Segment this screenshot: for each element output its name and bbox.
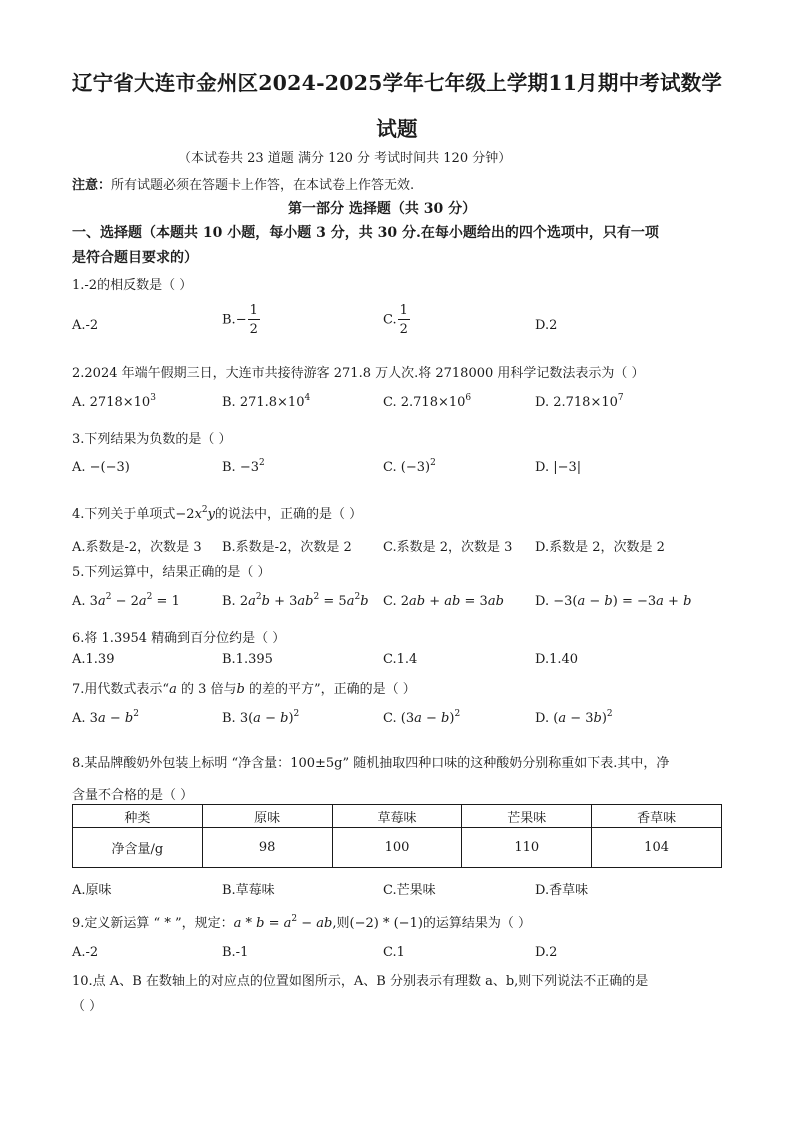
q1-option-d: D.2 [535,318,558,333]
title-line-2: 试题 [376,117,418,141]
note-text: 所有试题必须在答题卡上作答，在本试卷上作答无效. [111,178,415,193]
q3-stem: 3.下列结果为负数的是（ ） [72,432,232,447]
table-header-cell: 草莓味 [332,805,462,828]
q4-option-b: B.系数是-2，次数是 2 [222,540,352,555]
q5-option-d: D. −3(a − b) = −3a + b [535,594,692,609]
q6-option-c: C.1.4 [383,652,418,667]
q2-option-b: B. $271.8\times 10^4$ [222,393,311,410]
q9-expression: (−2) * (−1) [349,916,423,931]
q5-option-c: C. 2ab + ab = 3ab [383,594,504,609]
q7-option-a: A. $3a - b^2$ [72,709,139,726]
q4-option-c: C.系数是 2，次数是 3 [383,540,513,555]
q1-option-a: A.-2 [72,318,99,333]
q8-option-b: B.草莓味 [222,883,275,898]
q4-option-a: A.系数是-2，次数是 3 [72,540,202,555]
q6-option-a: A.1.39 [72,652,115,667]
q3-option-a: A. −(−3) [72,460,130,475]
q2-option-c: C. $2.718\times 10^6$ [383,393,472,410]
exam-info: （本试卷共 23 道题 满分 120 分 考试时间共 120 分钟） [178,151,512,166]
q3-option-b: B. $-3^2$ [222,458,265,475]
q6-option-d: D.1.40 [535,652,579,667]
q9-option-c: C.1 [383,945,405,960]
q1-option-c: C. $\frac{1}{2}$ [383,303,408,337]
q7-option-b: B. $3(a - b)^2$ [222,709,300,726]
table-header-cell: 原味 [202,805,332,828]
q8-option-d: D.香草味 [535,883,589,898]
q7-option-c: C. $(3a - b)^2$ [383,709,461,726]
q8-option-a: A.原味 [72,883,112,898]
q9-option-b: B.-1 [222,945,249,960]
table-cell: 110 [462,828,592,868]
q9-option-a: A.-2 [72,945,99,960]
table-cell: 104 [592,828,722,868]
q3-option-d: D. |−3| [535,460,582,475]
table-header-cell: 香草味 [592,805,722,828]
table-row-label: 净含量/g [73,828,203,868]
section-heading-2: 是符合题目要求的） [72,250,198,266]
note-label: 注意： [72,178,112,193]
q7-stem: 7.用代数式表示“a 的 3 倍与b 的差的平方”，正确的是（ ） [72,682,416,697]
q9-option-d: D.2 [535,945,558,960]
q2-option-a: A. $2718\times 10^3$ [72,393,156,410]
q8-stem-line-2: 含量不合格的是（ ） [72,788,194,803]
q10-stem-line-2: （ ） [72,999,103,1014]
q8-weight-table [72,804,722,868]
part-title: 第一部分 选择题（共 30 分） [288,201,477,217]
q1-option-b: B.− $\frac{1}{2}$ [222,303,258,337]
q1-stem: 1.-2的相反数是（ ） [72,278,193,293]
section-heading-1: 一、选择题（本题共 10 小题，每小题 3 分，共 30 分.在每小题给出的四个选项中，只有一项 [72,225,659,241]
q4-stem: 4.下列关于单项式$-2x^2y$的说法中，正确的是（ ） [72,505,363,522]
q7-option-d: D. $(a - 3b)^2$ [535,709,613,726]
q8-stem-line-1: 8.某品牌酸奶外包装上标明 “净含量：100±5g” 随机抽取四种口味的这种酸奶分别称重如下表.其中，净 [72,756,670,771]
note [72,174,414,193]
q4-option-d: D.系数是 2，次数是 2 [535,540,665,555]
q8-net-content: 100±5g [290,756,343,771]
q6-stem: 6.将 1.3954 精确到百分位约是（ ） [72,631,286,646]
q4-monomial: $-2x^2y$ [175,505,216,522]
q2-option-d: D. $2.718\times 10^7$ [535,393,624,410]
q5-option-b: B. $2a^2b + 3ab^2 = 5a^2b$ [222,592,369,609]
q9-stem: 9.定义新运算 “ * ”，规定：$a * b = a^2$ − ab,则(−2) * (−1)的运算结果为（ ） [72,914,532,931]
q2-stem: 2.2024 年端午假期三日，大连市共接待游客 271.8 万人次.将 2718000 用科学记数法表示为（ ） [72,366,645,381]
q5-option-a: A. $3a^2 - 2a^2 = 1$ [72,592,180,609]
table-cell: 100 [332,828,462,868]
q9-definition: $a * b = a^2$ − ab [233,914,333,931]
table-cell: 98 [202,828,332,868]
table-header-cell: 芒果味 [462,805,592,828]
q5-stem: 5.下列运算中，结果正确的是（ ） [72,565,271,580]
title-line-1: 辽宁省大连市金州区2024-2025学年七年级上学期11月期中考试数学 [71,71,723,95]
q8-option-c: C.芒果味 [383,883,436,898]
table-header-cell: 种类 [73,805,203,828]
q6-option-b: B.1.395 [222,652,273,667]
q10-stem-line-1: 10.点 A、B 在数轴上的对应点的位置如图所示，A、B 分别表示有理数 a、b,则下列说法不正确的是 [72,974,649,989]
q3-option-c: C. $(-3)^2$ [383,458,436,475]
